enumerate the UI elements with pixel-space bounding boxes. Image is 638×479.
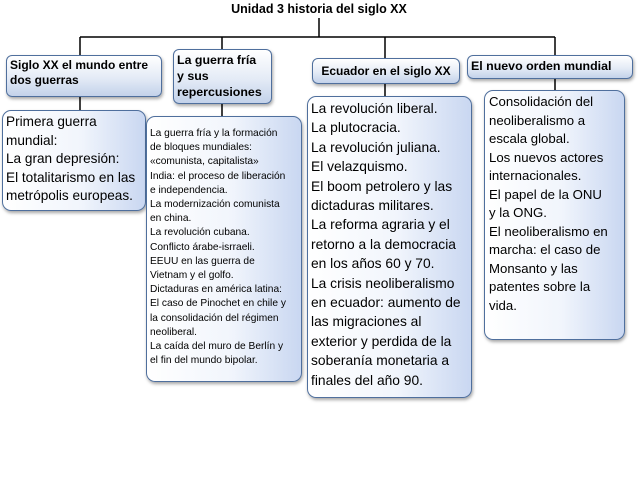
list-item: Conflicto árabe-isrraeli. — [150, 241, 255, 253]
list-item: La guerra fría y la formación — [150, 128, 278, 139]
list-item: exterior y perdida de la — [311, 333, 452, 349]
list-item: La revolución juliana. — [311, 139, 441, 155]
header-line: Siglo XX el mundo entre — [10, 58, 149, 72]
list-item: El papel de la ONU — [489, 186, 602, 202]
list-item: Monsanto y las — [489, 260, 578, 276]
list-item: Vietnam y el golfo. — [150, 270, 234, 282]
list-item: patentes sobre la — [489, 279, 591, 294]
list-item: India: el proceso de liberación — [150, 170, 286, 182]
list-item: El velazquismo. — [311, 159, 408, 175]
list-item: mundial: — [6, 132, 58, 148]
content-box-nuevo-orden — [484, 90, 625, 340]
header-line: repercusiones — [177, 85, 262, 99]
list-item: internacionales. — [489, 168, 582, 183]
content-box-entre-guerras — [2, 110, 146, 211]
list-item: el fin del mundo bipolar. — [150, 355, 258, 367]
list-item: la consolidación del régimen — [150, 312, 279, 324]
list-item: El caso de Pinochet en chile y — [150, 298, 286, 310]
header-ecuador-siglo-xx — [312, 58, 460, 84]
list-item: soberanía monetaria a — [311, 353, 450, 369]
list-item: en ecuador: aumento de — [311, 295, 461, 311]
list-item: de bloques mundiales: — [150, 142, 252, 154]
list-item: en los años 60 y 70. — [311, 256, 435, 272]
list-item: neoliberalismo a — [489, 112, 586, 128]
content-box-guerra-fria — [146, 116, 302, 382]
header-guerra-fria — [173, 49, 272, 104]
list-item: La reforma agraria y el — [311, 217, 450, 233]
list-item: La revolución liberal. — [311, 101, 438, 116]
list-item: metrópolis europeas. — [6, 188, 133, 203]
list-item: las migraciones al — [311, 314, 422, 330]
list-item: Los nuevos actores — [489, 149, 604, 165]
list-item: Primera guerra — [6, 114, 97, 129]
header-line: Ecuador en el siglo XX — [321, 64, 451, 78]
content-box-ecuador — [307, 96, 472, 398]
list-item: La gran depresión: — [6, 151, 120, 166]
list-item: en china. — [150, 213, 192, 225]
list-item: La modernización comunista — [150, 199, 280, 211]
list-item: marcha: el caso de — [489, 242, 601, 257]
list-item: Dictaduras en américa latina: — [150, 284, 282, 296]
header-nuevo-orden-mundial — [467, 55, 633, 79]
list-item: La caída del muro de Berlín y — [150, 341, 284, 353]
list-item: Consolidación del — [489, 94, 594, 109]
list-item: neoliberal. — [150, 326, 198, 338]
list-item: finales del año 90. — [311, 372, 423, 388]
header-line: El nuevo orden mundial — [471, 59, 612, 73]
header-line: La guerra fría — [177, 53, 257, 67]
list-item: El neoliberalismo en — [489, 223, 608, 239]
list-item: «comunista, capitalista» — [150, 156, 259, 168]
list-item: y la ONG. — [489, 205, 547, 220]
header-line: y sus — [177, 69, 209, 83]
list-item: dictaduras militares. — [311, 198, 434, 214]
list-item: e independencia. — [150, 184, 228, 196]
header-line: dos guerras — [10, 73, 79, 87]
list-item: El totalitarismo en las — [6, 169, 136, 185]
list-item: escala global. — [489, 131, 570, 146]
list-item: El boom petrolero y las — [311, 178, 453, 194]
list-item: EEUU en las guerra de — [150, 255, 255, 267]
list-item: vida. — [489, 297, 517, 313]
list-item: La crisis neoliberalismo — [311, 275, 455, 291]
list-item: La revolución cubana. — [150, 227, 250, 239]
header-siglo-xx-dos-guerras — [6, 55, 162, 97]
list-item: retorno a la democracia — [311, 236, 456, 252]
diagram-title: Unidad 3 historia del siglo XX — [231, 2, 407, 16]
list-item: La plutocracia. — [311, 120, 401, 136]
